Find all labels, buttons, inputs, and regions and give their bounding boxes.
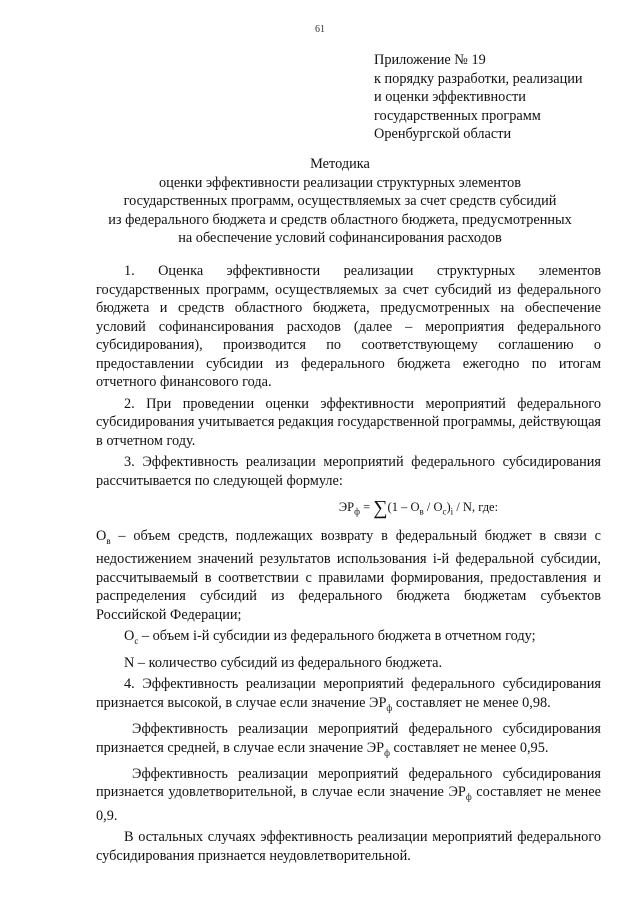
appendix-header bbox=[374, 51, 634, 144]
paragraph-7: В остальных случаях эффективность реализации мероприятий федерального субсидирования признается неудовлетворительной. bbox=[96, 829, 601, 864]
formula-oc-sub: с bbox=[442, 506, 447, 517]
title-line: из федерального бюджета и средств областного бюджета, предусмотренных bbox=[108, 211, 572, 228]
formula-ov-sub: в bbox=[419, 506, 424, 517]
paragraph-5 bbox=[96, 720, 601, 762]
formula-open: (1 – О bbox=[387, 500, 420, 514]
p4-text: 4. Эффективность реализации мероприятий федерального субсидирования признается высокой, в случае если значение ЭР bbox=[96, 676, 601, 711]
paragraph-1: 1. Оценка эффективности реализации структурных элементов государственных программ, осуществляемых за счет субсидий из федерального бюджета и средств областного бюджета, предусмотренных на обеспечение условий софинансирования расходов (далее – мероприятия федерального субсидирования), производится по соответствующему соглашению о предоставлении субсидии из федерального бюджета ежегодно по итогам отчетного финансового года. bbox=[96, 263, 601, 390]
formula-eq: = bbox=[359, 500, 374, 514]
title-line: оценки эффективности реализации структурных элементов bbox=[159, 174, 521, 191]
paragraph-2: 2. При проведении оценки эффективности мероприятий федерального субсидирования учитывается редакция государственной программы, действующая в отчетном году. bbox=[96, 395, 601, 449]
appendix-line: и оценки эффективности bbox=[374, 89, 526, 105]
paragraph-6 bbox=[96, 765, 601, 825]
title-line: государственных программ, осуществляемых за счет средств субсидий bbox=[123, 193, 557, 209]
page-number: 61 bbox=[315, 24, 325, 35]
p5-tail: составляет не менее 0,95. bbox=[389, 739, 549, 756]
def1-sub: в bbox=[106, 535, 111, 546]
p5-text: Эффективность реализации мероприятий федерального субсидирования признается средней, в случае если значение ЭР bbox=[96, 721, 601, 756]
formula-tail: / N, где: bbox=[453, 500, 499, 514]
sum-symbol: ∑ bbox=[373, 497, 388, 519]
p4-sub: ф bbox=[386, 702, 393, 713]
formula-lhs: ЭР bbox=[338, 500, 355, 514]
def2-symbol: О bbox=[124, 628, 135, 645]
def1-text: – объем средств, подлежащих возврату в федеральный бюджет в связи с недостижением значений результатов использования i-й федеральной субсидии, рассчитываемый в соответствии с правилами формирования, предоставления и распределения субсидий из федерального бюджета бюджетам субъектов Российской Федерации; bbox=[96, 528, 601, 623]
formula-mid: / О bbox=[423, 500, 443, 514]
def1-symbol: О bbox=[96, 528, 107, 544]
definition-n: N – количество субсидий из федерального бюджета. bbox=[124, 654, 443, 671]
definition-ov bbox=[96, 527, 601, 624]
definition-oc bbox=[96, 627, 601, 650]
p5-sub: ф bbox=[384, 747, 390, 758]
paragraph-4 bbox=[96, 675, 601, 717]
def2-text: – объем i-й субсидии из федерального бюджета в отчетном году; bbox=[138, 628, 536, 645]
appendix-line: государственных программ bbox=[374, 107, 541, 124]
document-body bbox=[96, 262, 601, 868]
title-line: на обеспечение условий софинансирования расходов bbox=[178, 230, 502, 246]
title-heading: Методика bbox=[310, 156, 370, 172]
appendix-line: Приложение № 19 bbox=[374, 52, 486, 68]
formula-lhs-sub: ф bbox=[354, 506, 360, 517]
p6-tail: составляет не менее 0,9. bbox=[96, 784, 601, 824]
p6-sub: ф bbox=[465, 792, 472, 803]
paragraph-3: 3. Эффективность реализации мероприятий федерального субсидирования рассчитывается по следующей формуле: bbox=[96, 454, 601, 489]
def2-sub: с bbox=[134, 636, 139, 647]
p4-tail: составляет не менее 0,98. bbox=[392, 694, 551, 711]
formula bbox=[96, 498, 601, 521]
formula-i-sub: i bbox=[450, 506, 454, 517]
document-title bbox=[70, 155, 610, 248]
appendix-line: к порядку разработки, реализации bbox=[374, 70, 583, 87]
formula-close: ) bbox=[446, 500, 451, 514]
appendix-line: Оренбургской области bbox=[374, 126, 512, 142]
p6-text: Эффективность реализации мероприятий федерального субсидирования признается удовлетворительной, в случае если значение ЭР bbox=[96, 765, 601, 801]
